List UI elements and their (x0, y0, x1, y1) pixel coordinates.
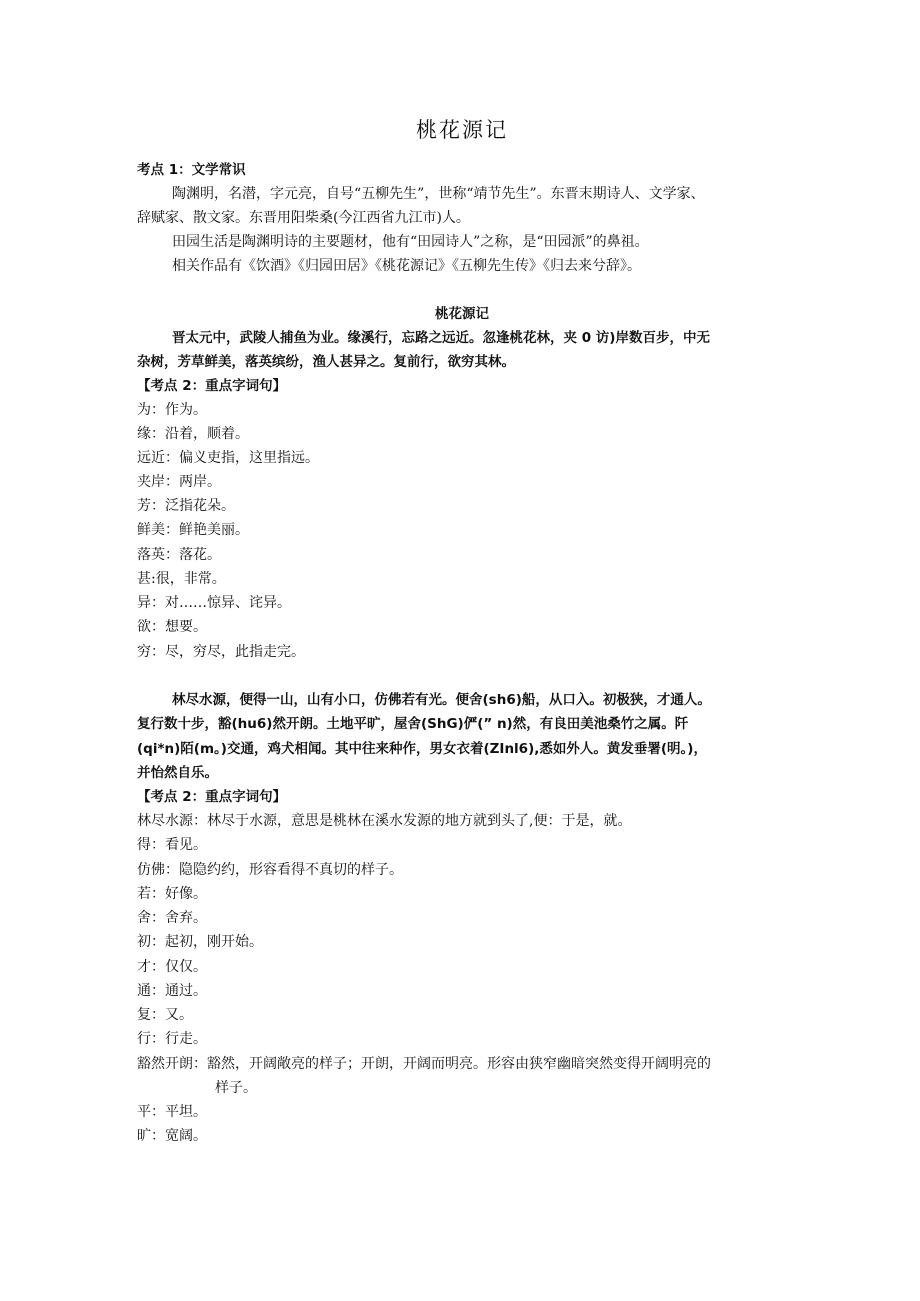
original-text-line: 晋太元中，武陵人捕鱼为业。缘溪行，忘路之远近。忽逢桃花林，夹 0 访)岸数百步，中无 (172, 330, 710, 346)
vocab-item: 旷：宽阔。 (137, 1128, 207, 1144)
vocab-item: 夹岸：两岸。 (137, 474, 221, 490)
theme-paragraph: 田园生活是陶渊明诗的主要题材，他有“田园诗人”之称，是“田园派”的鼻祖。 (172, 234, 649, 250)
vocab-item: 得：看见。 (137, 837, 207, 853)
vocab-item: 若：好像。 (137, 886, 207, 902)
vocab-item: 仿佛：隐隐约约，形容看得不真切的样子。 (137, 862, 403, 878)
vocab-item: 缘：沿着，顺着。 (137, 426, 249, 442)
original-text-line: 林尽水源，便得一山，山有小口，仿佛若有光。便舍(sh6)船，从口入。初极狭，才通人。 (172, 692, 711, 708)
text-subtitle: 桃花源记 (435, 306, 489, 322)
author-paragraph-line: 陶渊明，名潜，字元亮，自号“五柳先生”，世称“靖节先生”。东晋末期诗人、文学家、 (172, 186, 705, 202)
vocab-item: 才：仅仅。 (137, 959, 207, 975)
vocab-item: 芳：泛指花朵。 (137, 498, 235, 514)
vocab-item: 落英：落花。 (137, 547, 221, 563)
vocab-item: 远近：偏义吏指，这里指远。 (137, 450, 319, 466)
vocab-item: 舍：舍弃。 (137, 910, 207, 926)
works-paragraph: 相关作品有《饮酒》《归园田居》《桃花源记》《五柳先生传》《归去来兮辞》。 (172, 258, 641, 274)
vocab-item: 行：行走。 (137, 1031, 207, 1047)
page-title: 桃花源记 (416, 118, 508, 142)
author-paragraph-line: 辞赋家、散文家。东晋用阳柴桑(今江西省九江市)人。 (137, 210, 470, 226)
vocab-item: 平：平坦。 (137, 1104, 207, 1120)
vocab-item: 初：起初，刚开始。 (137, 934, 263, 950)
original-text-line: (qi*n)陌(m。)交通，鸡犬相闻。其中往来种作，男女衣着(ZInl6),悉如外人。黄发垂署(明。)， (137, 741, 707, 757)
section-heading-vocab: 【考点 2：重点字词句】 (137, 378, 287, 394)
vocab-item: 为：作为。 (137, 402, 207, 418)
vocab-item: 豁然开朗：豁然，开阔敞亮的样子；开朗，开阔而明亮。形容由狭窄幽暗突然变得开阔明亮的 (137, 1056, 711, 1072)
vocab-item: 鲜美：鲜艳美丽。 (137, 522, 249, 538)
vocab-item: 复：又。 (137, 1007, 193, 1023)
original-text-line: 复行数十步，豁(hu6)然开朗。土地平旷，屋舍(ShG)俨(” n)然，有良田美池桑竹之属。阡 (137, 716, 689, 732)
vocab-item: 林尽水源：林尽于水源，意思是桃林在溪水发源的地方就到头了,便：于是，就。 (137, 813, 632, 829)
vocab-item: 异：对……惊异、诧异。 (137, 595, 291, 611)
vocab-item: 欲：想要。 (137, 619, 207, 635)
vocab-item: 穷：尽，穷尽，此指走完。 (137, 644, 305, 660)
vocab-item: 通：通过。 (137, 983, 207, 999)
vocab-item: 甚:很，非常。 (137, 571, 226, 587)
section-heading-literature: 考点 1：文学常识 (137, 162, 246, 178)
original-text-line: 并怡然自乐。 (137, 765, 218, 781)
original-text-line: 杂树，芳草鲜美，落英缤纷，渔人甚异之。复前行，欲穷其林。 (137, 354, 515, 370)
vocab-item-continuation: 样子。 (215, 1080, 257, 1096)
section-heading-vocab: 【考点 2：重点字词句】 (137, 789, 287, 805)
